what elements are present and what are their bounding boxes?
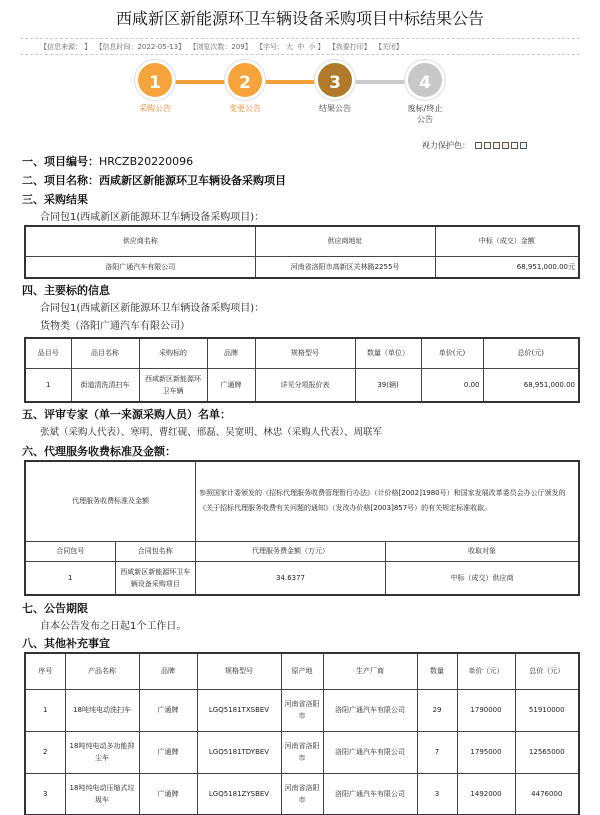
table-header: 品牌 <box>139 653 197 689</box>
step-number: 1 <box>135 60 175 100</box>
table-cell: 3 <box>25 773 65 815</box>
table-cell: 洛阳广通汽车有限公司 <box>323 773 417 815</box>
section-label: 二、项目名称： <box>22 174 99 187</box>
color-swatch[interactable] <box>493 142 500 149</box>
color-swatch[interactable] <box>511 142 518 149</box>
table-cell: 18吨纯电动多功能抑尘车 <box>65 731 139 773</box>
table-cell: 7 <box>417 731 457 773</box>
table-header: 生产厂商 <box>323 653 417 689</box>
color-swatch[interactable] <box>502 142 509 149</box>
table-cell: 洛阳广通汽车有限公司 <box>323 689 417 731</box>
section-project-number <box>22 153 193 169</box>
divider <box>20 54 580 55</box>
table-cell: 1 <box>25 368 71 402</box>
table-header: 采购标的 <box>139 338 207 368</box>
contract-package: 合同包1(西咸新区新能源环卫车辆设备采购项目)： <box>40 212 265 223</box>
eye-protect-label: 视力保护色： <box>422 141 470 150</box>
color-swatch[interactable] <box>475 142 482 149</box>
table-cell: 18吨纯电动洗扫车 <box>65 689 139 731</box>
section-agency-fee: 六、代理服务收费标准及金额： <box>22 445 176 458</box>
table-header: 中标（成交）金额 <box>435 226 579 256</box>
info-bar <box>40 42 405 52</box>
progress-steps <box>0 60 600 140</box>
table-cell: 18吨纯电动压缩式垃圾车 <box>65 773 139 815</box>
table-header: 数量 <box>417 653 457 689</box>
table-cell: 0.00 <box>421 368 483 402</box>
info-views: 【浏览次数：209】 <box>189 43 252 51</box>
table-header: 规格型号 <box>197 653 281 689</box>
fee-standard-text: 参照国家计委颁发的《招标代理服务收费管理暂行办法》（计价格[2002]1980号）和国家发展改革委员会办公厅颁发的《关于招标代理服务收费有关问题的通知》（发改办价格[2003]857号）的有关规定标准收取。 <box>196 461 579 541</box>
table-cell: LGQ5181TDYBEV <box>197 731 281 773</box>
notice-period-text: 自本公告发布之日起1个工作日。 <box>40 621 187 632</box>
table-cell: 1 <box>25 689 65 731</box>
close-link[interactable]: 【关闭】 <box>374 43 403 51</box>
table-header: 供应商名称 <box>25 226 255 256</box>
table-cell: 29 <box>417 689 457 731</box>
table-cell: 1795000 <box>457 731 515 773</box>
font-large-link[interactable]: 大 <box>286 43 293 51</box>
font-small-link[interactable]: 小 <box>308 43 316 51</box>
table-cell: 河南省洛阳市 <box>281 731 323 773</box>
step-label: 变更公告 <box>229 104 261 113</box>
table-cell: 34.6377 <box>196 561 386 595</box>
color-swatch[interactable] <box>484 142 491 149</box>
agency-fee-table <box>24 460 580 596</box>
section-notice-period: 七、公告期限 <box>22 602 88 615</box>
expert-names: 张斌（采购人代表）、寒明、曹红砚、邢磊、吴宽明、林忠（采购人代表）、周联军 <box>40 427 383 438</box>
step-number: 3 <box>315 60 355 100</box>
project-number: HRCZB20220096 <box>99 155 194 168</box>
step-label: 采购公告 <box>139 104 171 113</box>
table-header: 序号 <box>25 653 65 689</box>
purchase-result-table <box>24 225 580 279</box>
step-terminate-notice[interactable] <box>385 60 465 125</box>
font-size-label: 【字号： <box>256 43 284 51</box>
table-cell: 河南省洛阳市高新区关林路2255号 <box>255 256 435 278</box>
table-cell: 1790000 <box>457 689 515 731</box>
project-name: 西咸新区新能源环卫车辆设备采购项目 <box>99 174 286 187</box>
contract-package: 合同包1(西咸新区新能源环卫车辆设备采购项目)： <box>40 303 265 314</box>
table-header: 单价（元） <box>457 653 515 689</box>
product-list-table <box>24 652 580 815</box>
color-swatch[interactable] <box>520 142 527 149</box>
info-time: 【信息时间：2022-05-13】 <box>95 43 186 51</box>
table-cell: 河南省洛阳市 <box>281 689 323 731</box>
table-cell: 广通牌 <box>139 773 197 815</box>
table-cell: 洛阳广通汽车有限公司 <box>323 731 417 773</box>
table-cell: 街道清洗清扫车 <box>71 368 139 402</box>
table-header: 合同包号 <box>25 541 115 561</box>
info-source: 【信息来源： 】 <box>40 43 92 51</box>
table-cell: LGQ5181ZYSBEV <box>197 773 281 815</box>
eye-protect-colors <box>422 140 527 151</box>
table-cell: 1492000 <box>457 773 515 815</box>
print-link[interactable]: 【我要打印】 <box>328 43 371 51</box>
table-header: 规格型号 <box>255 338 355 368</box>
table-cell: 1 <box>25 561 115 595</box>
table-header: 品目名称 <box>71 338 139 368</box>
step-number: 4 <box>405 60 445 100</box>
table-row <box>25 731 579 773</box>
step-change-notice[interactable] <box>205 60 285 114</box>
font-size-end: 】 <box>317 43 325 51</box>
section-other-notes: 八、其他补充事宜 <box>22 637 110 650</box>
table-cell: 河南省洛阳市 <box>281 773 323 815</box>
step-number: 2 <box>225 60 265 100</box>
section-project-name <box>22 172 286 188</box>
table-row <box>25 773 579 815</box>
table-cell: 西咸新区新能源环卫车辆 <box>139 368 207 402</box>
table-cell: 68,951,000.00 <box>483 368 579 402</box>
section-experts: 五、评审专家（单一来源采购人员）名单： <box>22 408 231 421</box>
step-label: 废标/终止公告 <box>407 104 443 124</box>
table-cell: 68,951,000.00元 <box>435 256 579 278</box>
table-cell: 广通牌 <box>207 368 255 402</box>
table-header: 总价(元) <box>483 338 579 368</box>
table-cell: 51910000 <box>515 689 579 731</box>
goods-category: 货物类（洛阳广通汽车有限公司） <box>40 321 190 332</box>
table-header: 代理服务费金额（万元） <box>196 541 386 561</box>
table-cell: 广通牌 <box>139 731 197 773</box>
table-cell: 39(辆) <box>355 368 421 402</box>
table-cell: 中标（成交）供应商 <box>386 561 579 595</box>
table-cell: 广通牌 <box>139 689 197 731</box>
table-cell: 3 <box>417 773 457 815</box>
table-cell: 西咸新区新能源环卫车辆设备采购项目 <box>115 561 196 595</box>
table-header: 数量（单位） <box>355 338 421 368</box>
page-title: 西咸新区新能源环卫车辆设备采购项目中标结果公告 <box>115 9 484 28</box>
table-header: 品牌 <box>207 338 255 368</box>
section-purchase-result: 三、采购结果 <box>22 193 88 206</box>
table-header: 品目号 <box>25 338 71 368</box>
fee-standard-label: 代理服务收费标准及金额 <box>25 461 196 541</box>
step-purchase-notice[interactable] <box>115 60 195 114</box>
table-header: 总价（元） <box>515 653 579 689</box>
table-cell: 4476000 <box>515 773 579 815</box>
table-cell: 12565000 <box>515 731 579 773</box>
step-result-notice[interactable] <box>295 60 375 114</box>
section-main-items: 四、主要标的信息 <box>22 284 110 297</box>
table-header: 合同包名称 <box>115 541 196 561</box>
table-header: 供应商地址 <box>255 226 435 256</box>
table-header: 原产地 <box>281 653 323 689</box>
table-header: 收取对象 <box>386 541 579 561</box>
table-cell: LGQ5181TXSBEV <box>197 689 281 731</box>
font-mid-link[interactable]: 中 <box>297 43 305 51</box>
table-cell: 2 <box>25 731 65 773</box>
table-header: 产品名称 <box>65 653 139 689</box>
table-cell: 洛阳广通汽车有限公司 <box>25 256 255 278</box>
divider <box>20 38 580 39</box>
table-row <box>25 689 579 731</box>
section-label: 一、项目编号： <box>22 155 99 168</box>
table-cell: 详见分项报价表 <box>255 368 355 402</box>
table-header: 单价(元) <box>421 338 483 368</box>
step-label: 结果公告 <box>319 104 351 113</box>
main-items-table <box>24 337 580 403</box>
